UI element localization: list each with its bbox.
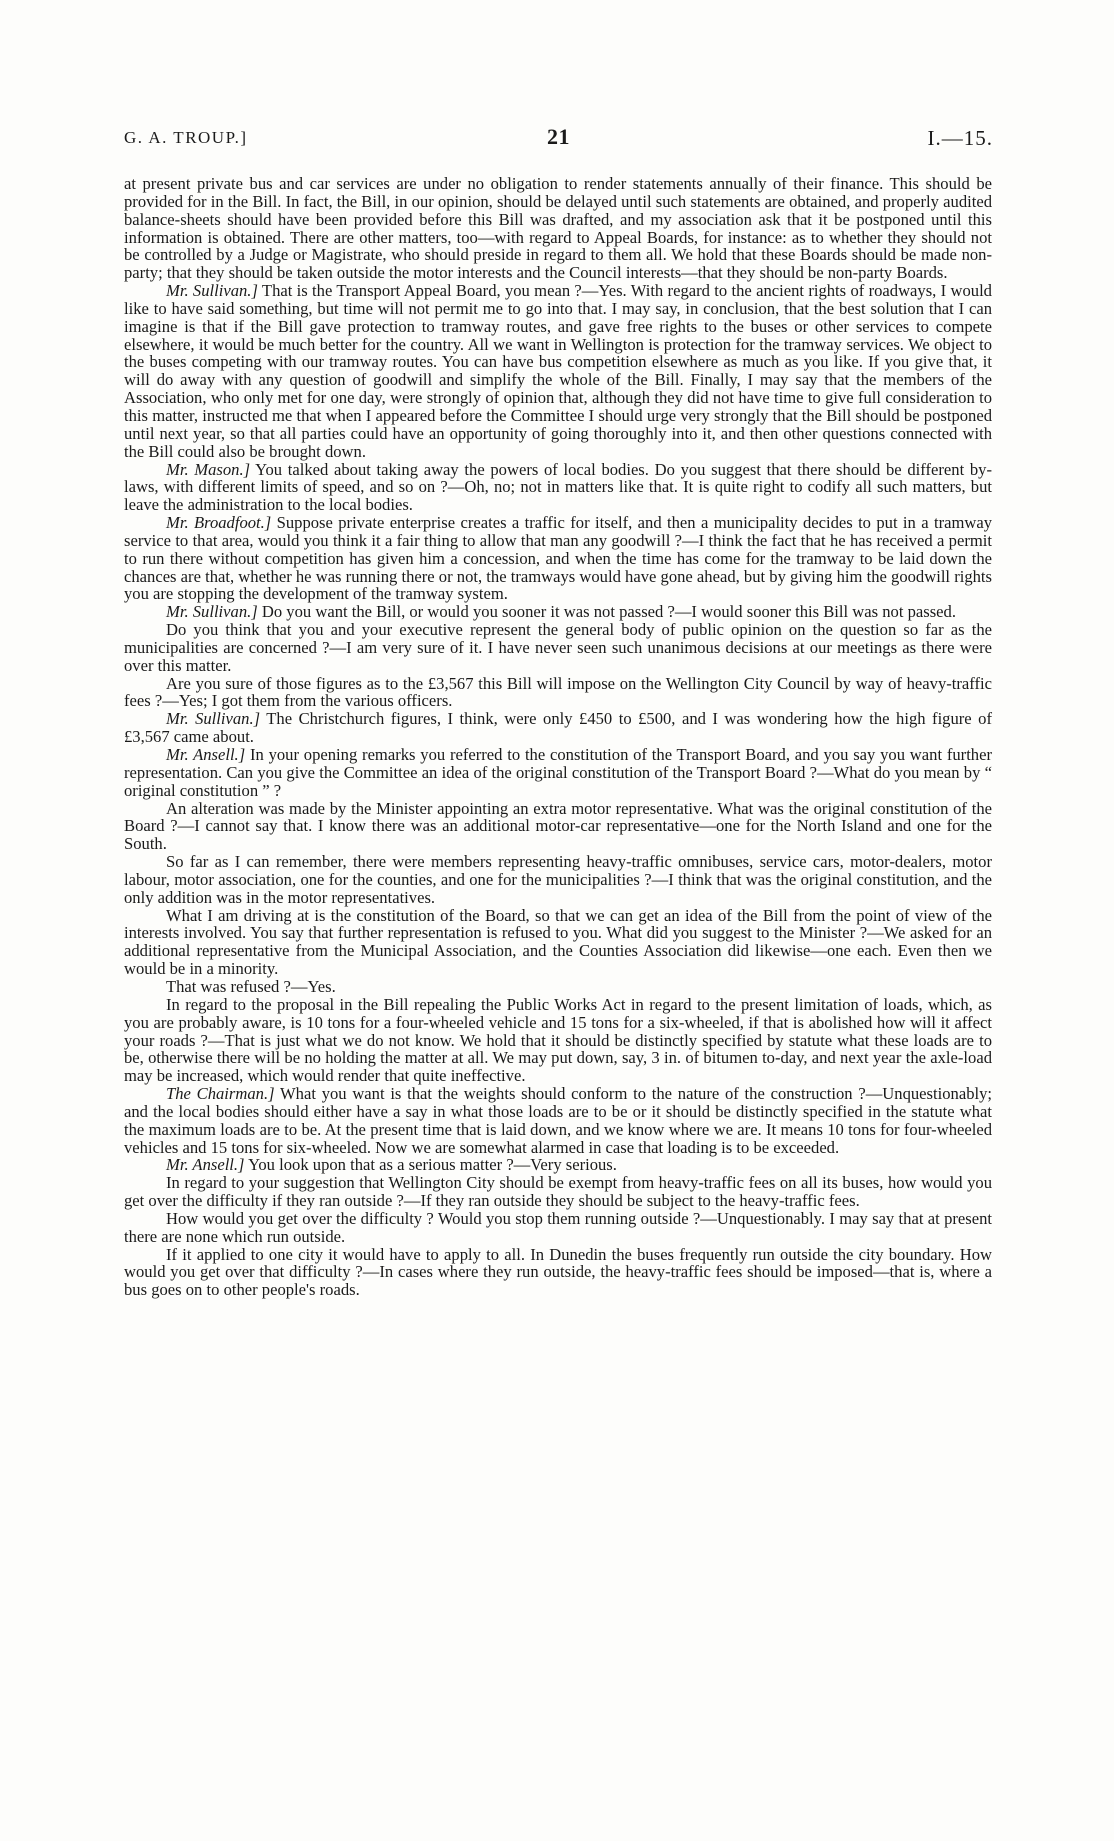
paragraph: [124, 746, 992, 800]
speaker-label: Mr. Sullivan.]: [166, 602, 258, 622]
paragraph-text: In your opening remarks you referred to the constitution of the Transport Board, and you say you want further representation. Can you give the Committee an idea of the original constitution of the Transport Board ?—What do you mean by “ original constitution ” ?: [124, 745, 992, 800]
paragraph-text: Do you think that you and your executive represent the general body of public opinion on the question so far as the municipalities are concerned ?—I am very sure of it. I have never seen such unanimous decisions at our meetings as there were over this matter.: [124, 620, 992, 675]
paragraph: [124, 907, 992, 978]
paragraph-text: What you want is that the weights should conform to the nature of the construction ?—Unquestionably; and the local bodies should either have a say in what those loads are to be or it should be distinctly specified in the statute what the maximum loads are to be. At the present time that is laid down, and we know where we are. It means 10 tons for four-wheeled vehicles and 15 tons for six-wheeled. Now we are somewhat alarmed in case that loading is to be exceeded.: [124, 1084, 993, 1157]
page-body: [124, 175, 992, 1299]
paragraph-text: You talked about taking away the powers of local bodies. Do you suggest that there should be different by-laws, with different limits of speed, and so on ?—Oh, no; not in matters like that. It is quite right to codify all such matters, but leave the administration to the local bodies.: [124, 459, 992, 515]
speaker-label: Mr. Sullivan.]: [166, 709, 261, 729]
speaker-label: Mr. Broadfoot.]: [166, 513, 272, 533]
paragraph: [124, 175, 992, 282]
paragraph: [124, 603, 992, 621]
paragraph-text: Are you sure of those figures as to the £3,567 this Bill will impose on the Wellington City Council by way of heavy-traffic fees ?—Yes; I got them from the various officers.: [124, 673, 992, 711]
page-number: 21: [547, 124, 570, 149]
header-paper-reference: I.—15.: [927, 126, 993, 150]
page-header: [124, 124, 993, 158]
paragraph-text: An alteration was made by the Minister appointing an extra motor representative. What was the original constitution of the Board ?—I cannot say that. I know there was an additional motor-car representative—one for the North Island and one for the South.: [124, 798, 992, 854]
paragraph-text: at present private bus and car services are under no obligation to render statements annually of their finance. This should be provided for in the Bill. In fact, the Bill, in our opinion, should be delayed until such statements are obtained, and properly audited balance-sheets should have been provided before this Bill was drafted, and my association ask that it be postponed until this information is obtained. There are other matters, too—with regard to Appeal Boards, for instance: as to whether they should not be controlled by a Judge or Magistrate, who should preside in regard to them all. We hold that these Boards should be made non-party; that they should be taken outside the motor interests and the Council interests—that they should be non-party Boards.: [124, 174, 992, 283]
paragraph-text: If it applied to one city it would have to apply to all. In Dunedin the buses frequently run outside the city boundary. How would you get over that difficulty ?—In cases where they run outside, the heavy-traffic fees should be imposed—that is, where a bus goes on to other people's roads.: [124, 1244, 992, 1300]
paragraph-text: The Christchurch figures, I think, were only £450 to £500, and I was wondering how the high figure of £3,567 came about.: [124, 709, 992, 747]
paragraph: [124, 978, 992, 996]
speaker-label: Mr. Ansell.]: [166, 1155, 245, 1175]
paragraph-text: Suppose private enterprise creates a traffic for itself, and then a municipality decides to put in a tramway service to that area, would you think it a fair thing to allow that man any goodwill ?—I think the fact that he has received a permit to run there without competition has given him a concession, and when the time has come for the tramway to be laid down the chances are that, whether he was running there or not, the tramways would have gone ahead, but by giving him the goodwill rights you are stopping the development of the tramway system.: [124, 513, 993, 604]
header-witness-name: G. A. TROUP.]: [124, 128, 248, 147]
paragraph: [124, 621, 992, 675]
paragraph-text: That is the Transport Appeal Board, you mean ?—Yes. With regard to the ancient rights of roadways, I would like to have said something, but time will not permit me to go into that. I may say, in conclusion, that the best solution that I can imagine is that if the Bill gave protection to tramway routes, and gave free rights to the buses or other services to compete elsewhere, it would be much better for the country. All we want in Wellington is protection for the tramway services. We object to the buses competing with our tramway routes. You can have bus competition elsewhere as much as you like. If you give that, it will do away with any question of goodwill and simplify the whole of the Bill. Finally, I may say that the members of the Association, who only met for one day, were strongly of opinion that, although they did not have time to give full consideration to this matter, instructed me that when I appeared before the Committee I should urge very strongly that the Bill should be postponed until next year, so that all parties could have an opportunity of going thoroughly into it, and then other questions connected with the Bill could also be brought down.: [124, 281, 992, 461]
paragraph: [124, 996, 992, 1085]
speaker-label: Mr. Mason.]: [166, 459, 251, 479]
paragraph-text: What I am driving at is the constitution of the Board, so that we can get an idea of the Bill from the point of view of the interests involved. You say that further representation is refused to you. What did you suggest to the Minister ?—We asked for an additional representative from the Municipal Association, and the Counties Association did likewise—one each. Even then we would be in a minority.: [124, 905, 992, 979]
paragraph-text: You look upon that as a serious matter ?—Very serious.: [244, 1155, 617, 1175]
paragraph: [124, 282, 992, 460]
paragraph: [124, 1156, 992, 1174]
paragraph: [124, 1174, 992, 1210]
paragraph: [124, 1246, 992, 1300]
paragraph: [124, 675, 992, 711]
paragraph-text: So far as I can remember, there were members representing heavy-traffic omnibuses, service cars, motor-dealers, motor labour, motor association, one for the counties, and one for the municipalities ?—I think that was the original constitution, and the only addition was in the motor representatives.: [124, 852, 992, 907]
paragraph: [124, 461, 992, 515]
paragraph: [124, 800, 992, 854]
paragraph-text: Do you want the Bill, or would you sooner it was not passed ?—I would sooner this Bill was not passed.: [257, 602, 956, 622]
speaker-label: The Chairman.]: [166, 1084, 275, 1104]
paragraph-text: How would you get over the difficulty ? Would you stop them running outside ?—Unquestionably. I may say that at present there are none which run outside.: [124, 1208, 992, 1246]
paragraph-text: That was refused ?—Yes.: [166, 976, 336, 996]
paragraph-text: In regard to your suggestion that Wellington City should be exempt from heavy-traffic fees on all its buses, how would you get over the difficulty if they ran outside ?—If they ran outside they should be subject to the heavy-traffic fees.: [124, 1173, 992, 1211]
speaker-label: Mr. Ansell.]: [166, 745, 246, 764]
paragraph: [124, 853, 992, 907]
paragraph: [124, 1085, 992, 1156]
paragraph-text: In regard to the proposal in the Bill repealing the Public Works Act in regard to the present limitation of loads, which, as you are probably aware, is 10 tons for a four-wheeled vehicle and 15 tons for a six-wheeled, if that is abolished how will it affect your roads ?—That is just what we do not know. We hold that it should be distinctly specified by statute what these loads are to be, otherwise there will be no holding the matter at all. We may put down, say, 3 in. of bitumen to-day, and next year the axle-load may be increased, which would render that quite ineffective.: [124, 994, 992, 1086]
paragraph: [124, 514, 992, 603]
paragraph: [124, 1210, 992, 1246]
speaker-label: Mr. Sullivan.]: [166, 281, 258, 301]
paragraph: [124, 710, 992, 746]
